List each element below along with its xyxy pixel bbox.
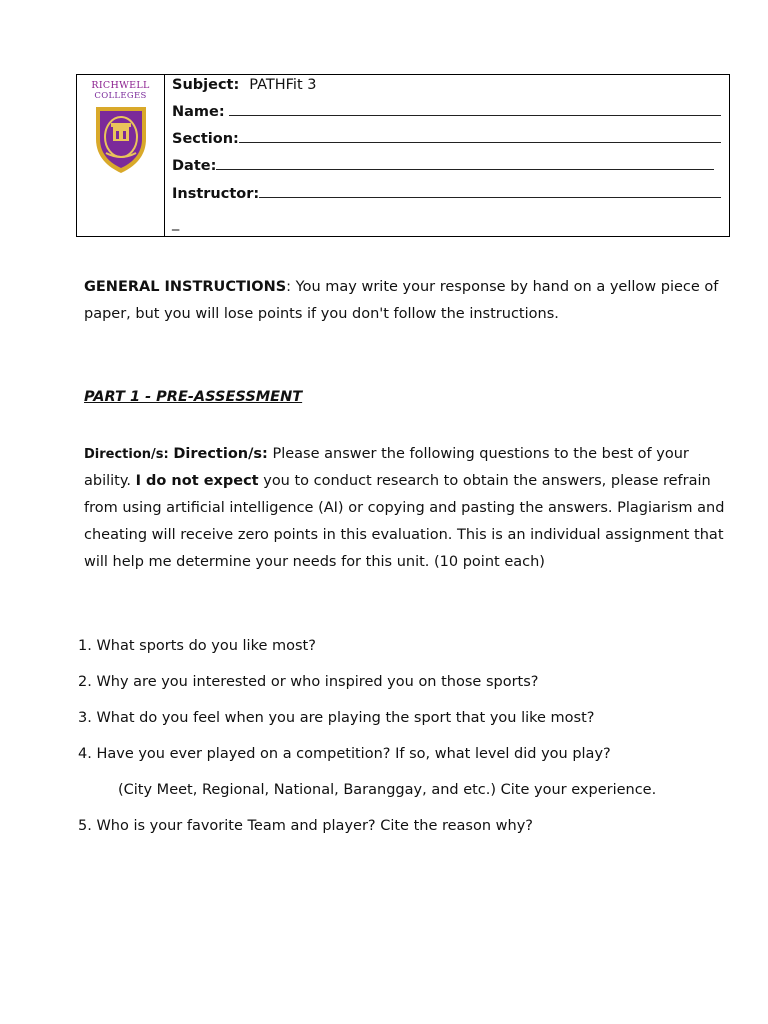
direction-text-1: Please answer the following questions to the best of your ability.: [84, 446, 689, 489]
name-blank-line[interactable]: [229, 103, 721, 116]
logo-cell: [77, 75, 165, 236]
instructor-label: Instructor:: [172, 186, 260, 202]
date-row: [172, 157, 714, 175]
date-label: Date:: [172, 158, 217, 174]
date-blank-line[interactable]: [216, 157, 714, 170]
question-5: 5. Who is your favorite Team and player? Cite the reason why?: [78, 818, 533, 834]
question-1: 1. What sports do you like most?: [78, 638, 316, 654]
section-row: [172, 130, 721, 148]
direction-label: Direction/s:: [173, 446, 268, 462]
direction-emphasis: I do not expect: [135, 473, 259, 489]
part1-title: PART 1 - PRE-ASSESSMENT: [84, 389, 303, 405]
general-instructions: [84, 274, 734, 328]
subject-row: [172, 76, 721, 94]
question-4: 4. Have you ever played on a competition? If so, what level did you play?: [78, 746, 611, 762]
question-4-subtext: (City Meet, Regional, National, Baranggay, and etc.) Cite your experience.: [118, 782, 657, 798]
question-2: 2. Why are you interested or who inspired you on those sports?: [78, 674, 539, 690]
logo-line-2: COLLEGES: [94, 91, 147, 101]
instructions-label: GENERAL INSTRUCTIONS: [84, 279, 287, 295]
question-3: 3. What do you feel when you are playing the sport that you like most?: [78, 710, 595, 726]
direction-label-small: Direction/s:: [84, 447, 169, 462]
section-blank-line[interactable]: [239, 130, 721, 143]
directions-paragraph: [84, 441, 734, 576]
instructor-row: [172, 185, 721, 203]
instructions-text: : You may write your response by hand on a yellow piece of paper, but you will lose points if you don't follow the instructions.: [84, 279, 719, 322]
direction-text-2: you to conduct research to obtain the answers, please refrain from using artificial intelligence (AI) or copying and pasting the answers. Plagiarism and cheating will receive zero points in this evaluation. This is an individual assignment that will help me determine your needs for this unit. (10 point each): [84, 473, 725, 570]
name-label: Name:: [172, 104, 225, 120]
student-info-fields: [165, 75, 729, 236]
name-row: [172, 103, 721, 121]
school-logo-text: [91, 81, 149, 101]
instructor-blank-line[interactable]: [259, 185, 721, 198]
section-label: Section:: [172, 131, 239, 147]
header-table: [76, 74, 730, 237]
school-seal-icon: [90, 103, 152, 175]
logo-line-1: RICHWELL: [91, 80, 150, 91]
subject-label: Subject:: [172, 77, 240, 93]
subject-value: PATHFit 3: [249, 77, 317, 93]
trailing-underscore: _: [172, 215, 180, 231]
